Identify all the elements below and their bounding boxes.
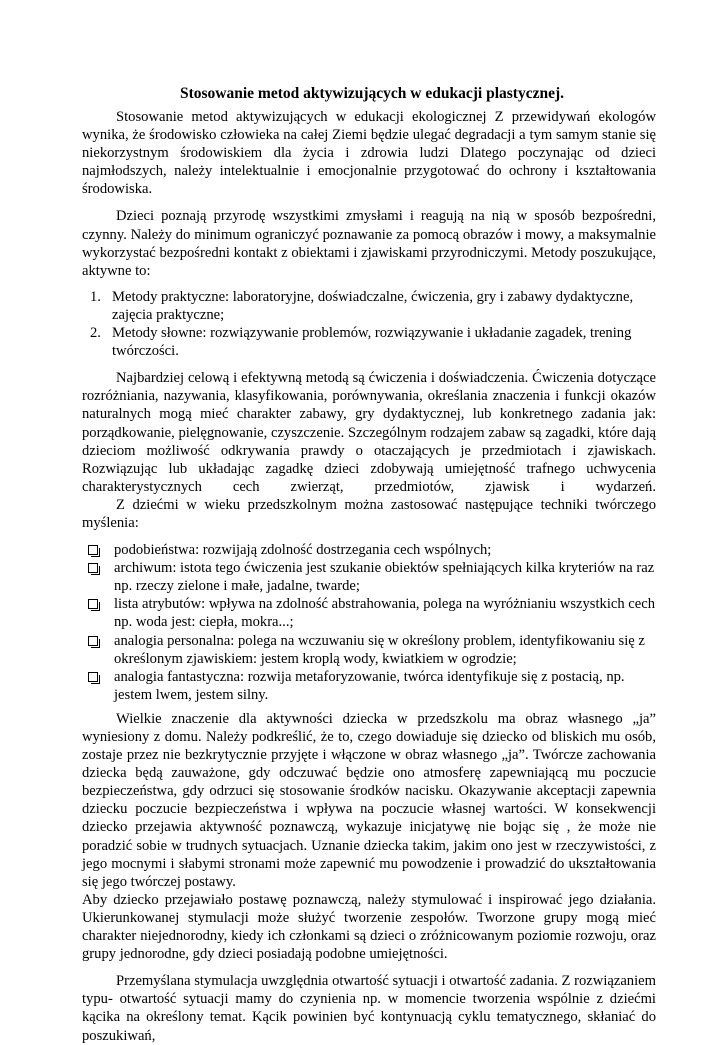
techniques-list <box>82 541 656 704</box>
checkbox-bullet-icon <box>88 636 98 646</box>
list-item-text: analogia fantastyczna: rozwija metaforyzowanie, twórca identyfikuje się z postacią, np. jestem lwem, jestem silny. <box>114 668 625 703</box>
list-item-text: podobieństwa: rozwijają zdolność dostrzegania cech wspólnych; <box>114 542 492 559</box>
list-item-text: Metody słowne: rozwiązywanie problemów, rozwiązywanie i układanie zagadek, trening twórczości. <box>112 325 632 360</box>
document-title: Stosowanie metod aktywizujących w edukacji plastycznej. <box>179 85 565 102</box>
list-item-text: analogia personalna: polega na wczuwaniu się w określony problem, identyfikowaniu się z określonym zjawiskiem: jestem kroplą wody, kwiatkiem w ogrodzie; <box>114 632 645 667</box>
paragraph-techniques-intro: Z dziećmi w wieku przedszkolnym można zastosować następujące techniki twórczego myślenia: <box>82 496 656 531</box>
list-item <box>82 288 656 324</box>
list-number: 1. <box>90 288 101 305</box>
paragraph-exercises: Najbardziej celową i efektywną metodą są ćwiczenia i doświadczenia. Ćwiczenia dotyczące rozróżniania, nazywania, klasyfikowania, porównywania, określania znaczenia i funkcji okazów naturalnych mogą mieć charakter zabawy, gry dydaktycznej, lub konkretnego zadania jak: porządkowanie, pielęgnowanie, czyszczenie. Szczególnym rodzajem zabaw są zagadki, które dają dzieciom możliwość odkrywania prawdy o otaczających je przedmiotach i zjawiskach. Rozwiązując lub układając zagadkę dzieci zdobywają umiejętność trafnego uchwycenia charakterystycznych cech zwierząt, przedmiotów, zjawisk i wydarzeń. <box>82 370 656 495</box>
list-item <box>82 541 656 559</box>
checkbox-bullet-icon <box>88 563 98 573</box>
list-item-text: archiwum: istota tego ćwiczenia jest szukanie obiektów spełniających kilka kryteriów na raz np. rzeczy zielone i małe, jadalne, twarde; <box>114 560 655 595</box>
document-page <box>82 85 656 1045</box>
checkbox-bullet-icon <box>88 672 98 682</box>
list-item <box>82 324 656 360</box>
paragraph-self-image: Wielkie znaczenie dla aktywności dziecka w przedszkolu ma obraz własnego „ja” wyniesiony z domu. Należy podkreślić, że to, czego dowiaduje się dziecko od bliskich mu osób, zostaje przez nie bezkrytycznie przyjęte i włączone w obraz własnego „ja”. Twórcze zachowania dziecka będą zauważone, gdy odczuwać będzie ono atmosferę zapewniającą mu poczucie bezpieczeństwa, gdy odrzuci się stosowanie środków nacisku. Okazywanie akceptacji zapewnia dziecku poczucie bezpieczeństwa i wpływa na poczucie własnej wartości. W konsekwencji dziecko przejawia aktywność poznawczą, wykazuje inicjatywę nie bojąc się , że może nie poradzić sobie w trudnych sytuacjach. Uznanie dziecka takim, jakim ono jest w rzeczywistości, z jego mocnymi i słabymi stronami może zapewnić mu powodzenie i prowadzić do ukształtowania się jego twórczej postawy. <box>82 710 656 890</box>
paragraph-openness: Przemyślana stymulacja uwzględnia otwartość sytuacji i otwartość zadania. Z rozwiązaniem typu- otwartość sytuacji mamy do czynienia np. w momencie tworzenia wspólnie z dziećmi kącika na określony temat. Kącik powinien być kontynuacją cyklu tematycznego, skłaniać do poszukiwań, <box>82 973 656 1044</box>
list-number: 2. <box>90 325 101 342</box>
list-item-text: lista atrybutów: wpływa na zdolność abstrahowania, polega na wyróżnianiu wszystkich cech np. woda jest: ciepła, mokra...; <box>114 596 656 631</box>
list-item <box>82 595 656 631</box>
methods-list <box>82 288 656 360</box>
paragraph-intro: Stosowanie metod aktywizujących w edukacji ekologicznej Z przewidywań ekologów wynika, że środowisko człowieka na całej Ziemi będzie ulegać degradacji a tym samym stanie się niekorzystnym środowiskiem dla życia i zdrowia ludzi Dlatego poczynając od dzieci najmłodszych, należy intelektualnie i emocjonalnie przygotować do ochrony i kształtowania środowiska. <box>82 109 656 198</box>
checkbox-bullet-icon <box>88 545 98 555</box>
list-item <box>82 668 656 704</box>
list-item <box>82 632 656 668</box>
list-item <box>82 559 656 595</box>
paragraph-stimulation: Aby dziecko przejawiało postawę poznawczą, należy stymulować i inspirować jego działania. Ukierunkowanej stymulacji może służyć tworzenie zespołów. Tworzone grupy mogą mieć charakter niejednorodny, kiedy ich członkami są dzieci o zróżnicowanym poziomie rozwoju, oraz grupy jednorodne, gdy dzieci posiadają podobne umiejętności. <box>82 891 656 963</box>
paragraph-senses: Dzieci poznają przyrodę wszystkimi zmysłami i reagują na nią w sposób bezpośredni, czynny. Należy do minimum ograniczyć poznawanie za pomocą obrazów i mowy, a maksymalnie wykorzystać bezpośredni kontakt z obiektami i zjawiskami przyrodniczymi. Metody poszukujące, aktywne to: <box>82 208 656 279</box>
checkbox-bullet-icon <box>88 599 98 609</box>
list-item-text: Metody praktyczne: laboratoryjne, doświadczalne, ćwiczenia, gry i zabawy dydaktyczne, zajęcia praktyczne; <box>112 288 634 323</box>
